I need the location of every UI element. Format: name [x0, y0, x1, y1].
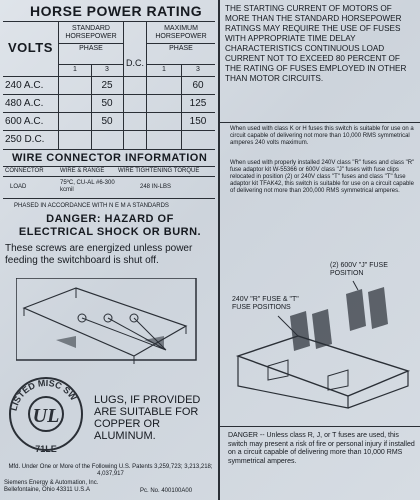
grid-line	[220, 426, 420, 427]
grid-line	[220, 122, 420, 123]
screw-diagram	[16, 278, 216, 368]
grid-line	[3, 176, 215, 177]
grid-line	[146, 43, 215, 44]
row-max3: 60	[192, 80, 204, 91]
part-number: Pc. No. 400100A00	[140, 488, 193, 494]
row-std3: 50	[101, 116, 113, 127]
hp-row	[3, 78, 215, 150]
wire-torque-value: 248 IN-LBS	[140, 184, 172, 190]
phase-1-max: 1	[162, 66, 166, 73]
grid-line	[3, 166, 215, 167]
grid-line	[58, 43, 123, 44]
svg-text:UL: UL	[32, 405, 60, 427]
wire-header-connector: CONNECTOR	[5, 168, 44, 174]
grid-line	[3, 112, 215, 113]
hp-title: HORSE POWER RATING	[30, 3, 203, 19]
row-volts: 250 D.C.	[5, 134, 45, 145]
panel-divider	[218, 0, 220, 500]
col-standard-hp: STANDARD HORSEPOWER	[65, 25, 117, 40]
rt-fuse-position-label: 240V "R" FUSE & "T" FUSE POSITIONS	[232, 296, 299, 311]
fuse-clip-diagram	[228, 276, 418, 411]
row-max3: 150	[189, 116, 207, 127]
j-fuse-position-label: (2) 600V "J" FUSE POSITION	[330, 262, 388, 277]
phase-1-std: 1	[73, 66, 77, 73]
motor-fuse-intro: THE STARTING CURRENT OF MOTORS OF MORE THAN THE STANDARD HORSEPOWER RATINGS MAY REQUIRE THE USE OF FUSES WITH APPROPRIATE TIME DELAY CHARACTERISTICS CONTINUOUS LOAD CURRENT NOT TO EXCEED 80 PERCENT OF THE RATING OF FUSES EMPLOYED IN OTHER THAN MOTOR CIRCUITS.	[225, 4, 407, 83]
grid-line	[3, 76, 215, 77]
hp-title-rule	[3, 21, 215, 22]
grid-line	[3, 198, 215, 199]
col-phase-max: PHASE	[169, 45, 193, 52]
manufacturer: Siemens Energy & Automation, Inc. Bellefontaine, Ohio 43311 U.S.A	[4, 480, 99, 493]
col-max-hp: MAXIMUM HORSEPOWER	[155, 25, 207, 40]
screws-warning: These screws are energized unless power feeding the switchboard is shut off.	[5, 243, 193, 266]
grid-line	[3, 94, 215, 95]
col-phase-std: PHASE	[79, 45, 103, 52]
row-std3: 50	[101, 98, 113, 109]
lugs-note: LUGS, IF PROVIDED ARE SUITABLE FOR COPPER OR ALUMINUM.	[94, 394, 201, 442]
wire-range-value: 75ºC, CU-AL #6-300 kcmil	[60, 180, 115, 193]
danger-heading: DANGER: HAZARD OF ELECTRICAL SHOCK OR BURN.	[18, 213, 202, 238]
class-kh-note: When used with class K or H fuses this switch is suitable for use on a circuit capable of delivering not more than 10,000 RMS symmetrical amperes 240 volts maximum.	[230, 126, 414, 146]
class-rjt-note: When used with properly installed 240V class "R" fuses and class "R" fuse adaptor kit W-55366 or 600V class "J" fuses with fuse clips relocated in position (2) or 240V class "T" fuses and class "T" fuse adaptor kit TFAK42, this switch is suitable for use on a circuit capable of delivering not more than 200,000 RMS symmetrical amperes.	[230, 160, 415, 194]
phase-3-std: 3	[105, 66, 109, 73]
col-volts: VOLTS	[8, 40, 53, 55]
svg-text:71LE: 71LE	[35, 444, 57, 454]
phase-3-max: 3	[196, 66, 200, 73]
grid-line	[3, 149, 215, 150]
wire-connector-value: LOAD	[10, 184, 27, 190]
grid-line	[146, 64, 215, 65]
wire-title: WIRE CONNECTOR INFORMATION	[12, 152, 208, 164]
row-std3: 25	[101, 80, 113, 91]
grid-line	[58, 64, 123, 65]
nema-note: PHASED IN ACCORDANCE WITH N E M A STANDARDS	[14, 203, 169, 209]
svg-text:LISTED MISC SW: LISTED MISC SW	[8, 377, 79, 412]
row-max3: 125	[189, 98, 207, 109]
patents-note: Mfd. Under One or More of the Following U.S. Patents 3,259,723; 3,213,218; 4,037,917	[8, 464, 213, 477]
wire-header-torque: WIRE TIGHTENING TORQUE	[118, 168, 200, 174]
ul-listed-seal	[6, 372, 86, 462]
row-volts: 480 A.C.	[5, 98, 44, 109]
row-volts: 600 A.C.	[5, 116, 44, 127]
fuse-clip-icon	[290, 287, 388, 351]
grid-line	[3, 130, 215, 131]
row-volts: 240 A.C.	[5, 80, 44, 91]
danger-fuse-note: DANGER -- Unless class R, J, or T fuses are used, this switch may present a risk of fire or personal injury if installed on a circuit capable of delivering more than 10,000 RMS symmetrical amperes.	[228, 432, 415, 465]
col-dc: D.C.	[126, 58, 144, 68]
wire-header-range: WIRE & RANGE	[60, 168, 105, 174]
